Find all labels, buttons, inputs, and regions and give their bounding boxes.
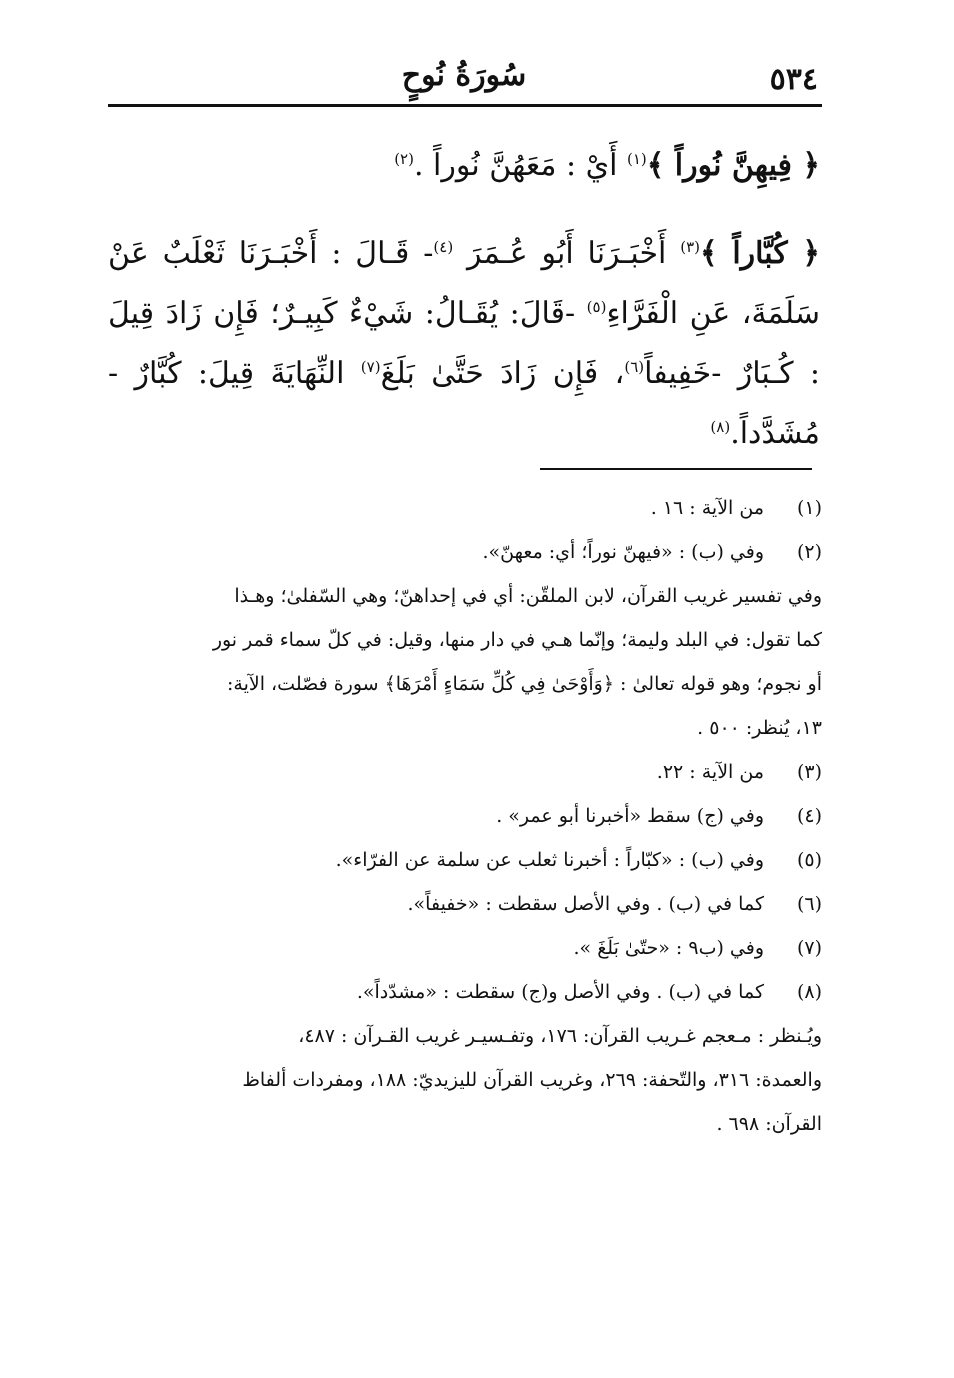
footnote-text: وفي (ب) : «كبّاراً : أخبرنا ثعلب عن سلمة عن الفرّاء». xyxy=(335,849,764,871)
footnote-number: (٥) xyxy=(796,849,822,871)
footnote-continuation-line: أو نجوم؛ وهو قوله تعالىٰ : ﴿وَأَوْحَىٰ فِي كُلِّ سَمَاءٍ أَمْرَهَا﴾ سورة فصّلت، الآية: xyxy=(227,673,822,695)
quran-quote: ﴿ فِيهِنَّ نُوراً ﴾ xyxy=(646,148,820,183)
footnote-text: كما في (ب) . وفي الأصل سقطت : «خفيفاً». xyxy=(407,893,764,915)
footnote-continuation-line: وفي تفسير غريب القرآن، لابن الملقّن: أي في إحداهنّ؛ وهي السّفلىٰ؛ وهـذا xyxy=(234,585,822,607)
main-text-segment: النِّهَايَةَ قِيلَ: كُبَّارٌ - مُشَدَّداً. xyxy=(108,356,820,451)
footnote-marker: (٨) xyxy=(710,418,731,436)
main-text-segment: أَيْ : مَعَهُنَّ نُوراً . xyxy=(413,148,627,183)
page-number: ٥٣٤ xyxy=(769,62,818,97)
surah-title: سُورَةُ نُوحٍ xyxy=(401,58,527,93)
footnote-text: كما في (ب) . وفي الأصل و(ج) سقطت : «مشدّداً». xyxy=(356,981,764,1003)
header-rule xyxy=(108,104,822,107)
main-paragraph xyxy=(108,224,820,464)
footnote xyxy=(108,750,822,794)
footnote-number: (٢) xyxy=(796,541,822,563)
footnote-text: وفي (ب) : «فيهنّ نوراً؛ أي: معهنّ». xyxy=(482,541,764,563)
footnotes xyxy=(108,486,822,1146)
footnote-marker: (٥) xyxy=(586,298,607,316)
main-line-1 xyxy=(108,136,820,196)
footnote-continuation-line: كما تقول: في البلد وليمة؛ وإنّما هـي في دار منها، وقيل: في كلّ سماء قمر نور xyxy=(212,629,822,651)
footnote-number: (٦) xyxy=(796,893,822,915)
footnote-continuation-line: والعمدة: ٣١٦، والتّحفة: ٢٦٩، وغريب القرآن لليزيديّ: ١٨٨، ومفردات ألفاظ xyxy=(242,1069,822,1091)
footnote-number: (٧) xyxy=(796,937,822,959)
footnote-marker: (٣) xyxy=(680,238,700,256)
main-text-segment: -قَالَ: يُقَـالُ: شَيْءٌ كَبِيـرٌ؛ فَإِن زَادَ قِيلَ : كُـبَارٌ -خَفِيفاً xyxy=(108,296,820,391)
footnote-marker: (٦) xyxy=(624,358,645,376)
footnote-marker: (٤) xyxy=(433,238,454,256)
footnote-continuation-line: القرآن: ٦٩٨ . xyxy=(716,1113,822,1135)
footnote xyxy=(108,486,822,530)
footnote xyxy=(108,882,822,926)
footnote xyxy=(108,926,822,970)
footnote-text: من الآية : ١٦ . xyxy=(650,497,764,519)
footnote-marker: (١) xyxy=(627,150,647,168)
footnote-text: من الآية : ٢٢. xyxy=(656,761,764,783)
footnote-text: وفي (ب٩ : «حتّىٰ بَلَغَ ». xyxy=(573,937,764,959)
main-text-segment: أَخْبَـرَنَا أَبُو عُـمَرَ xyxy=(453,236,681,271)
main-text xyxy=(108,136,820,464)
footnote xyxy=(108,970,822,1014)
footnote-number: (٨) xyxy=(796,981,822,1003)
footnote-number: (٣) xyxy=(796,761,822,783)
footnote-separator xyxy=(540,468,812,470)
footnote-marker: (٢) xyxy=(394,150,414,168)
footnote-marker: (٧) xyxy=(360,358,381,376)
footnote xyxy=(108,530,822,574)
footnote xyxy=(108,794,822,838)
footnote-number: (١) xyxy=(796,497,822,519)
footnote-number: (٤) xyxy=(796,805,822,827)
running-header xyxy=(108,58,820,102)
footnote-continuation-line: ويُـنظر : مـعجم غـريب القرآن: ١٧٦، وتفـسيـر غريب القـرآن : ٤٨٧، xyxy=(298,1025,822,1047)
main-text-segment: ، فَإِن زَادَ حَتَّىٰ بَلَغَ xyxy=(380,356,625,391)
main-text-segment: - قَـالَ : أَخْبَـرَنَا ثَعْلَبٌ عَنْ سَلَمَةَ، عَنِ الْفَرَّاءِ xyxy=(108,236,820,331)
footnote xyxy=(108,838,822,882)
footnote-text: وفي (ج) سقط «أخبرنا أبو عمر» . xyxy=(496,805,764,827)
footnote-continuation-line: ١٣، يُنظر: ٥٠٠ . xyxy=(697,717,822,739)
quran-quote: ﴿ كُبَّاراً ﴾ xyxy=(699,236,820,271)
